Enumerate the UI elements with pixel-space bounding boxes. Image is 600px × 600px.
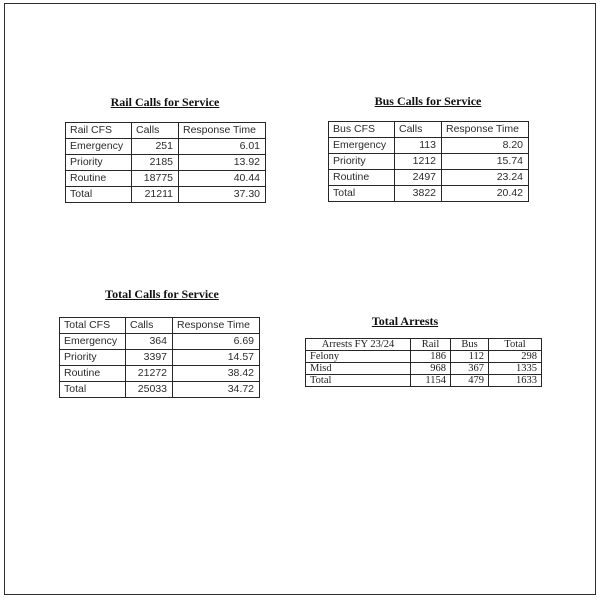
value-cell: 3397: [126, 350, 173, 366]
label-cell: Priority: [329, 154, 395, 170]
value-cell: 3822: [395, 186, 442, 202]
table-row: [60, 350, 260, 366]
header-cell: Bus CFS: [329, 122, 395, 138]
table-row: [306, 375, 542, 387]
value-cell: 2185: [132, 155, 179, 171]
header-cell: Response Time: [442, 122, 529, 138]
header-cell: Total: [489, 339, 542, 351]
header-cell: Calls: [126, 318, 173, 334]
value-cell: 20.42: [442, 186, 529, 202]
value-cell: 21211: [132, 187, 179, 203]
total-arrests-title: Total Arrests: [371, 314, 439, 328]
label-cell: Emergency: [66, 139, 132, 155]
label-cell: Routine: [60, 366, 126, 382]
table-row: [66, 155, 266, 171]
bus-cfs-table: [328, 121, 529, 202]
bus-cfs-title: Bus Calls for Service: [374, 94, 482, 108]
header-cell: Total CFS: [60, 318, 126, 334]
label-cell: Emergency: [329, 138, 395, 154]
header-cell: Calls: [132, 123, 179, 139]
value-cell: 968: [411, 363, 451, 375]
header-cell: Calls: [395, 122, 442, 138]
label-cell: Total: [306, 375, 411, 387]
table-header-row: [306, 339, 542, 351]
rail-cfs-section: [65, 95, 265, 203]
header-cell: Rail CFS: [66, 123, 132, 139]
total-cfs-title: Total Calls for Service: [105, 287, 219, 301]
table-row: [66, 171, 266, 187]
table-header-row: [66, 123, 266, 139]
table-row: [60, 366, 260, 382]
table-row: [66, 139, 266, 155]
table-row: [329, 154, 529, 170]
value-cell: 25033: [126, 382, 173, 398]
total-cfs-table: [59, 317, 260, 398]
label-cell: Total: [66, 187, 132, 203]
value-cell: 112: [451, 351, 489, 363]
label-cell: Emergency: [60, 334, 126, 350]
label-cell: Priority: [66, 155, 132, 171]
total-arrests-table: [305, 338, 542, 387]
value-cell: 14.57: [173, 350, 260, 366]
header-cell: Arrests FY 23/24: [306, 339, 411, 351]
table-header-row: [329, 122, 529, 138]
value-cell: 479: [451, 375, 489, 387]
bus-cfs-section: [328, 94, 528, 202]
value-cell: 367: [451, 363, 489, 375]
value-cell: 15.74: [442, 154, 529, 170]
value-cell: 40.44: [179, 171, 266, 187]
total-cfs-section: [59, 287, 259, 398]
value-cell: 1633: [489, 375, 542, 387]
header-cell: Rail: [411, 339, 451, 351]
value-cell: 1154: [411, 375, 451, 387]
value-cell: 113: [395, 138, 442, 154]
value-cell: 23.24: [442, 170, 529, 186]
rail-cfs-title: Rail Calls for Service: [110, 95, 220, 109]
table-row: [329, 170, 529, 186]
header-cell: Response Time: [179, 123, 266, 139]
value-cell: 34.72: [173, 382, 260, 398]
table-row: [306, 351, 542, 363]
table-header-row: [60, 318, 260, 334]
value-cell: 186: [411, 351, 451, 363]
value-cell: 37.30: [179, 187, 266, 203]
value-cell: 251: [132, 139, 179, 155]
label-cell: Priority: [60, 350, 126, 366]
total-arrests-section: [305, 314, 541, 387]
value-cell: 38.42: [173, 366, 260, 382]
header-cell: Response Time: [173, 318, 260, 334]
label-cell: Total: [329, 186, 395, 202]
label-cell: Routine: [66, 171, 132, 187]
table-row: [60, 334, 260, 350]
table-row: [329, 138, 529, 154]
label-cell: Misd: [306, 363, 411, 375]
value-cell: 364: [126, 334, 173, 350]
rail-cfs-table: [65, 122, 266, 203]
table-row: [329, 186, 529, 202]
value-cell: 8.20: [442, 138, 529, 154]
value-cell: 13.92: [179, 155, 266, 171]
value-cell: 2497: [395, 170, 442, 186]
label-cell: Total: [60, 382, 126, 398]
value-cell: 21272: [126, 366, 173, 382]
table-row: [66, 187, 266, 203]
value-cell: 18775: [132, 171, 179, 187]
label-cell: Routine: [329, 170, 395, 186]
table-row: [306, 363, 542, 375]
label-cell: Felony: [306, 351, 411, 363]
value-cell: 1212: [395, 154, 442, 170]
header-cell: Bus: [451, 339, 489, 351]
value-cell: 6.69: [173, 334, 260, 350]
value-cell: 298: [489, 351, 542, 363]
value-cell: 6.01: [179, 139, 266, 155]
table-row: [60, 382, 260, 398]
value-cell: 1335: [489, 363, 542, 375]
